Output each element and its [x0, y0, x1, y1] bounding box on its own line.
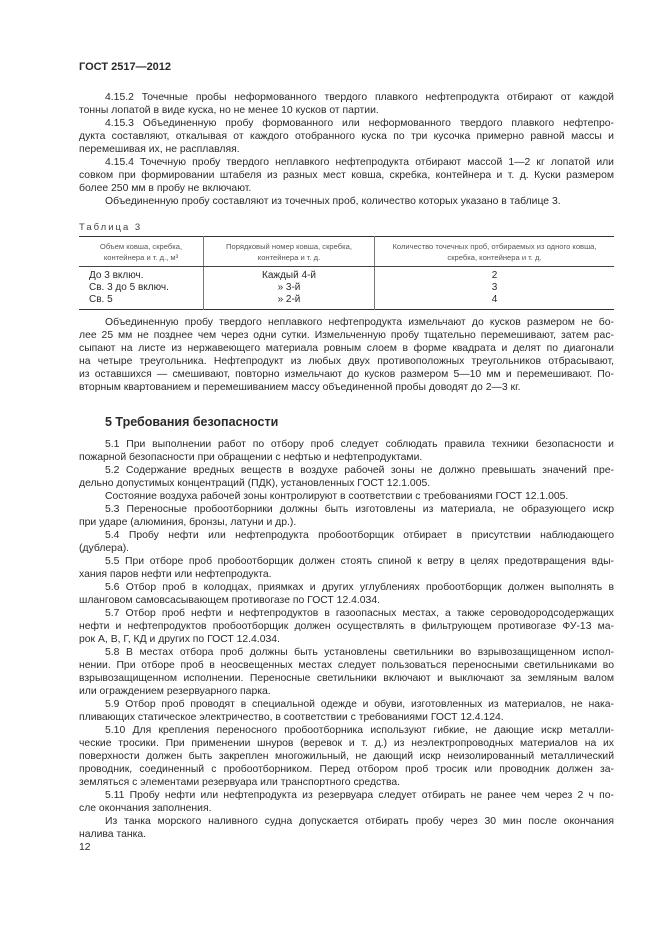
text-line: пожарной безопасности при обращении с нефтью и нефтепродуктами.	[79, 452, 423, 463]
text-line: сле окончания заполнения.	[79, 803, 212, 814]
table-3	[79, 236, 614, 310]
paragraph	[79, 490, 614, 503]
paragraph	[79, 555, 614, 581]
text-line: сыпают на листе из нержавеющего материала ровным слоем в форме квадрата и делят по диагонали	[79, 343, 614, 354]
page-number: 12	[79, 842, 91, 853]
text-line: Из танка морского наливного судна допускается отбирать пробу через 30 мин после окончания	[105, 816, 614, 827]
text-line: нении. При отборе проб в неосвещенных местах следует пользоваться переносными светильниками во	[79, 660, 614, 671]
text-line: более 250 мм в пробу не включают.	[79, 183, 252, 194]
text-line: 5.2 Содержание вредных веществ в воздухе рабочей зоны не должно превышать значений пре-	[105, 465, 614, 476]
text-line: нефти и нефтепродуктов пробоотборщик должен осуществлять в фильтрующем противогазе ФУ-13 ма-	[79, 621, 614, 632]
paragraph	[79, 581, 614, 607]
text-line: тонны лопатой в виде куска, но не менее 10 кусков от партии.	[79, 105, 379, 116]
cell-value: Каждый 4-й	[262, 270, 316, 281]
cell-value: До 3 включ.	[89, 270, 144, 281]
cell-value: Св. 5	[89, 294, 113, 305]
cell-value: » 2-й	[277, 294, 301, 305]
section-paragraphs	[79, 438, 614, 841]
paragraph	[79, 503, 614, 529]
table-header-count: Количество точечных проб, отбираемых из одного ковша, скребка, контейнера и т. д.	[375, 237, 615, 267]
after-table-paragraphs	[79, 316, 614, 394]
paragraph	[79, 698, 614, 724]
page-content	[79, 91, 614, 841]
table-row	[79, 267, 614, 310]
paragraph	[79, 607, 614, 646]
text-line: при ударе (алюминия, бронзы, латуни и др.).	[79, 517, 297, 528]
text-line: дельно допустимых концентраций (ПДК), установленных ГОСТ 12.1.005.	[79, 478, 431, 489]
text-line: 4.15.3 Объединенную пробу формованного или неформованного твердого плавкого нефтепро-	[105, 118, 614, 129]
table-header-row	[79, 237, 614, 267]
text-line: 5.6 Отбор проб в колодцах, приямках и других углублениях пробоотборщик должен выполнять в	[105, 582, 614, 593]
paragraph	[79, 646, 614, 698]
text-line: вторным квартованием и перемешиванием массу объединенной пробы доводят до 2—3 кг.	[79, 382, 521, 393]
paragraph	[79, 91, 614, 117]
text-line: 5.7 Отбор проб нефти и нефтепродуктов в газоопасных местах, а также сероводородсодержащих	[105, 608, 614, 619]
text-line: 5.3 Переносные пробоотборники должны быть изготовлены из материала, не образующего искр	[105, 504, 614, 515]
text-line: проводник, соединенный с пробоотборником. Перед отбором проб тросик или проводник должен за-	[79, 764, 614, 775]
paragraph	[79, 789, 614, 815]
text-line: 5.5 При отборе проб пробоотборщик должен стоять спиной к ветру в целях предотвращения вды-	[105, 556, 614, 567]
document-header: ГОСТ 2517—2012	[79, 61, 172, 73]
text-line: 5.1 При выполнении работ по отбору проб следует соблюдать правила техники безопасности и	[105, 439, 614, 450]
intro-paragraphs	[79, 91, 614, 208]
paragraph	[79, 464, 614, 490]
text-line: 4.15.2 Точечные пробы неформованного твердого плавкого нефтепродукта отбирают от каждой	[105, 92, 614, 103]
text-line: (дублера).	[79, 543, 130, 554]
text-line: перемешивая их, не расплавляя.	[79, 144, 240, 155]
table-header-volume: Объем ковша, скребка, контейнера и т. д., м³	[79, 237, 204, 267]
table-cell-order	[204, 267, 375, 310]
text-line: ческие тросики. При применении шнуров (веревок и т. д.) из неэлектропроводных материалов на их	[79, 738, 614, 749]
text-line: совком при формировании штабеля из разных мест ковша, скребка, контейнера и т. д. Куски размером	[79, 170, 614, 181]
table-cell-count	[375, 267, 615, 310]
paragraph	[79, 117, 614, 156]
text-line: или ограждением резервуарного парка.	[79, 686, 271, 697]
paragraph	[79, 815, 614, 841]
text-line: пливающих статическое электричество, в соответствии с требованиями ГОСТ 12.4.124.	[79, 712, 504, 723]
text-line: на четыре треугольника. Нефтепродукт из любых двух противоположных треугольников отбрасывают,	[79, 356, 614, 367]
text-line: 5.9 Отбор проб проводят в специальной одежде и обуви, изготовленных из материалов, не нака-	[105, 699, 614, 710]
text-line: лее 25 мм не позднее чем через одни сутки. Измельченную пробу тщательно перемешивают, затем рас-	[79, 330, 614, 341]
paragraph	[79, 724, 614, 789]
text-line: шланговом самовсасывающем противогазе по ГОСТ 12.4.034.	[79, 595, 381, 606]
cell-value: 4	[491, 294, 498, 305]
table-label: Таблица 3	[79, 222, 143, 233]
text-line: 5.11 Пробу нефти или нефтепродукта из резервуара следует отбирать не ранее чем через 2 ч по-	[105, 790, 614, 801]
text-line: взрывозащищенном исполнении. Переносные светильники включают и выключают за земляным валом	[79, 673, 614, 684]
cell-value: » 3-й	[277, 282, 301, 293]
cell-value: 2	[491, 270, 498, 281]
paragraph	[79, 195, 614, 208]
text-line: 5.8 В местах отбора проб должны быть установлены светильники во взрывозащищенном испол-	[105, 647, 614, 658]
text-line: 5.4 Пробу нефти или нефтепродукта пробоотборщик отбирает в присутствии наблюдающего	[105, 530, 614, 541]
text-line: из оставшихся — смешивают, повторно измельчают до кусков размером 5—10 мм и перемешивают. По-	[79, 369, 614, 380]
cell-value: 3	[491, 282, 498, 293]
paragraph	[79, 438, 614, 464]
text-line: налива танка.	[79, 829, 147, 840]
text-line: Объединенную пробу твердого неплавкого нефтепродукта измельчают до кусков размером не бо-	[105, 317, 614, 328]
text-line: рок А, В, Г, КД и других по ГОСТ 12.4.034.	[79, 634, 280, 645]
text-line: Состояние воздуха рабочей зоны контролируют в соответствии с требованиями ГОСТ 12.1.005.	[105, 491, 569, 502]
text-line: Объединенную пробу составляют из точечных проб, количество которых указано в таблице 3.	[105, 196, 561, 207]
table-cell-volume	[79, 267, 204, 310]
table-header-order: Порядковый номер ковша, скребка, контейнера и т. д.	[204, 237, 375, 267]
section-heading: 5 Требования безопасности	[105, 415, 279, 429]
text-line: поверхности должен быть закреплен многожильный, не дающий искр неизолированный металлический	[79, 751, 614, 762]
paragraph	[79, 316, 614, 394]
text-line: дукта составляют, откалывая от каждого отобранного куска по три кусочка примерно равной массы и	[79, 131, 614, 142]
cell-value: Св. 3 до 5 включ.	[89, 282, 169, 293]
paragraph	[79, 529, 614, 555]
paragraph	[79, 156, 614, 195]
text-line: хания паров нефти или нефтепродукта.	[79, 569, 272, 580]
text-line: земляться с элементами резервуара или транспортного средства.	[79, 777, 401, 788]
text-line: 5.10 Для крепления переносного пробоотборника используют гибкие, не дающие искр металли-	[105, 725, 614, 736]
text-line: 4.15.4 Точечную пробу твердого неплавкого нефтепродукта отбирают массой 1—2 кг лопатой или	[105, 157, 614, 168]
